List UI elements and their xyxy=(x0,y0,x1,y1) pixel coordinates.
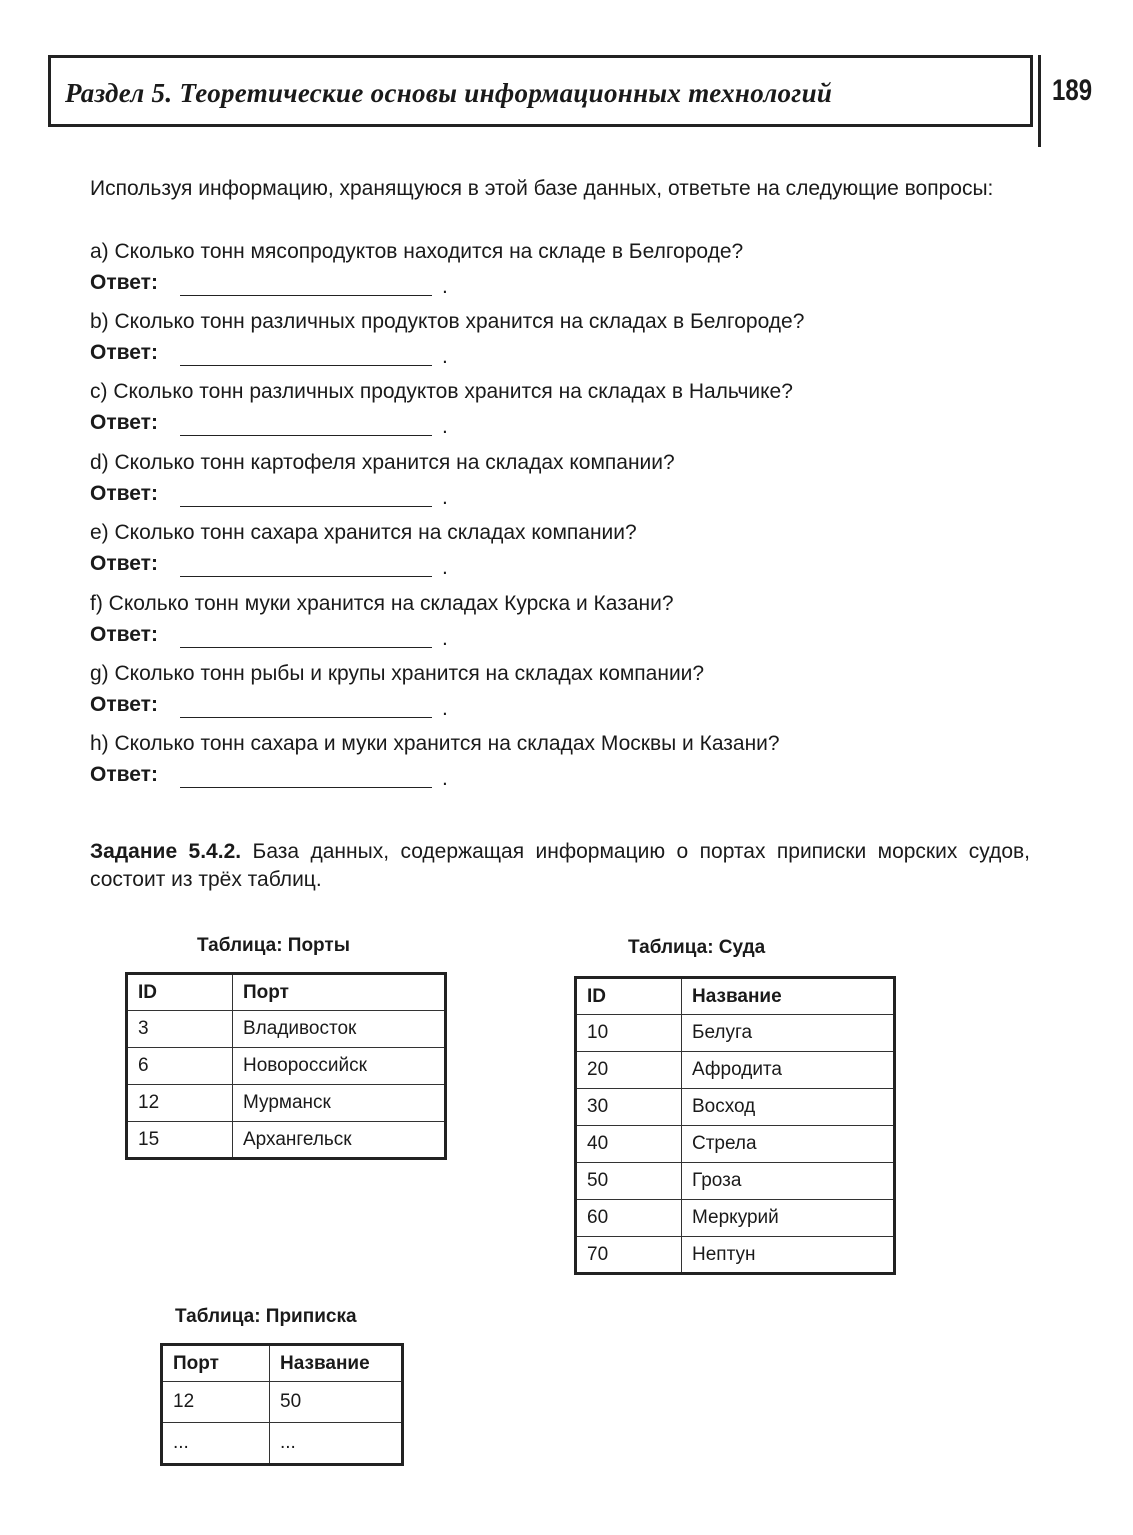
answer-line xyxy=(180,365,432,366)
answer-line xyxy=(180,506,432,507)
table-row xyxy=(127,1085,446,1122)
table-cell: Нептун xyxy=(682,1237,895,1274)
table-row xyxy=(127,1048,446,1085)
table-header-row xyxy=(127,974,446,1011)
table-cell: 3 xyxy=(127,1011,233,1048)
answer-label: Ответ: xyxy=(90,482,158,505)
table-row xyxy=(162,1382,403,1423)
table-cell: 12 xyxy=(127,1085,233,1122)
table-cell: Стрела xyxy=(682,1126,895,1163)
answer-b xyxy=(90,341,448,368)
header-rule xyxy=(1038,55,1041,147)
answer-e xyxy=(90,552,448,579)
table-row xyxy=(127,1011,446,1048)
question-b: b) Сколько тонн различных продуктов хранится на складах в Белгороде? xyxy=(90,310,805,333)
table-cell: Новороссийск xyxy=(233,1048,446,1085)
answer-dot: . xyxy=(442,697,448,720)
ships-table xyxy=(574,976,896,1275)
table-cell: 12 xyxy=(162,1382,270,1423)
answer-line xyxy=(180,576,432,577)
column-header: ID xyxy=(127,974,233,1011)
answer-h xyxy=(90,763,448,790)
registry-table xyxy=(160,1343,404,1466)
ports-caption: Таблица: Порты xyxy=(197,935,350,956)
table-row xyxy=(576,1163,895,1200)
table-cell: 70 xyxy=(576,1237,682,1274)
table-cell: ... xyxy=(162,1423,270,1465)
question-e: e) Сколько тонн сахара хранится на складах компании? xyxy=(90,521,637,544)
task-text: База данных, содержащая информацию о портах приписки морских судов, состоит из трёх таблиц. xyxy=(90,840,1030,891)
answer-label: Ответ: xyxy=(90,623,158,646)
table-header-row xyxy=(576,978,895,1015)
table-cell: Белуга xyxy=(682,1015,895,1052)
table-cell: Восход xyxy=(682,1089,895,1126)
section-header xyxy=(48,55,1033,127)
table-row xyxy=(576,1200,895,1237)
column-header: Название xyxy=(682,978,895,1015)
answer-line xyxy=(180,787,432,788)
table-cell: ... xyxy=(270,1423,403,1465)
table-row xyxy=(576,1237,895,1274)
task-paragraph xyxy=(90,838,1030,894)
answer-dot: . xyxy=(442,345,448,368)
question-f: f) Сколько тонн муки хранится на складах Курска и Казани? xyxy=(90,592,674,615)
answer-label: Ответ: xyxy=(90,411,158,434)
table-cell: 15 xyxy=(127,1122,233,1159)
answer-dot: . xyxy=(442,627,448,650)
table-row xyxy=(576,1089,895,1126)
answer-line xyxy=(180,435,432,436)
table-row xyxy=(576,1052,895,1089)
table-cell: Архангельск xyxy=(233,1122,446,1159)
answer-line xyxy=(180,717,432,718)
task-label: Задание 5.4.2. xyxy=(90,840,242,863)
answer-dot: . xyxy=(442,486,448,509)
question-c: c) Сколько тонн различных продуктов хранится на складах в Нальчике? xyxy=(90,380,793,403)
answer-dot: . xyxy=(442,275,448,298)
column-header: Название xyxy=(270,1345,403,1382)
table-cell: Мурманск xyxy=(233,1085,446,1122)
table-cell: Афродита xyxy=(682,1052,895,1089)
page-number: 189 xyxy=(1052,74,1093,107)
table-row xyxy=(576,1126,895,1163)
answer-d xyxy=(90,482,448,509)
ships-caption: Таблица: Суда xyxy=(628,937,766,958)
answer-label: Ответ: xyxy=(90,341,158,364)
question-d: d) Сколько тонн картофеля хранится на складах компании? xyxy=(90,451,675,474)
answer-line xyxy=(180,295,432,296)
registry-caption: Таблица: Приписка xyxy=(175,1306,357,1327)
answer-label: Ответ: xyxy=(90,763,158,786)
table-cell: 50 xyxy=(270,1382,403,1423)
column-header: Порт xyxy=(162,1345,270,1382)
answer-f xyxy=(90,623,448,650)
table-cell: 60 xyxy=(576,1200,682,1237)
section-title: Раздел 5. Теоретические основы информационных технологий xyxy=(65,78,833,108)
answer-dot: . xyxy=(442,415,448,438)
table-cell: 30 xyxy=(576,1089,682,1126)
answer-c xyxy=(90,411,448,438)
answer-label: Ответ: xyxy=(90,552,158,575)
table-cell: 6 xyxy=(127,1048,233,1085)
table-header-row xyxy=(162,1345,403,1382)
intro-paragraph: Используя информацию, хранящуюся в этой базе данных, ответьте на следующие вопросы: xyxy=(90,177,994,200)
answer-dot: . xyxy=(442,767,448,790)
table-cell: 20 xyxy=(576,1052,682,1089)
column-header: ID xyxy=(576,978,682,1015)
column-header: Порт xyxy=(233,974,446,1011)
answer-dot: . xyxy=(442,556,448,579)
answer-label: Ответ: xyxy=(90,271,158,294)
answer-g xyxy=(90,693,448,720)
table-row xyxy=(127,1122,446,1159)
ports-table xyxy=(125,972,447,1160)
table-row xyxy=(576,1015,895,1052)
table-cell: 50 xyxy=(576,1163,682,1200)
answer-label: Ответ: xyxy=(90,693,158,716)
table-cell: 10 xyxy=(576,1015,682,1052)
question-a: a) Сколько тонн мясопродуктов находится на складе в Белгороде? xyxy=(90,240,744,263)
table-cell: Гроза xyxy=(682,1163,895,1200)
question-g: g) Сколько тонн рыбы и крупы хранится на складах компании? xyxy=(90,662,705,685)
answer-line xyxy=(180,647,432,648)
table-row xyxy=(162,1423,403,1465)
question-h: h) Сколько тонн сахара и муки хранится на складах Москвы и Казани? xyxy=(90,732,780,755)
answer-a xyxy=(90,271,448,298)
table-cell: 40 xyxy=(576,1126,682,1163)
table-cell: Владивосток xyxy=(233,1011,446,1048)
table-cell: Меркурий xyxy=(682,1200,895,1237)
